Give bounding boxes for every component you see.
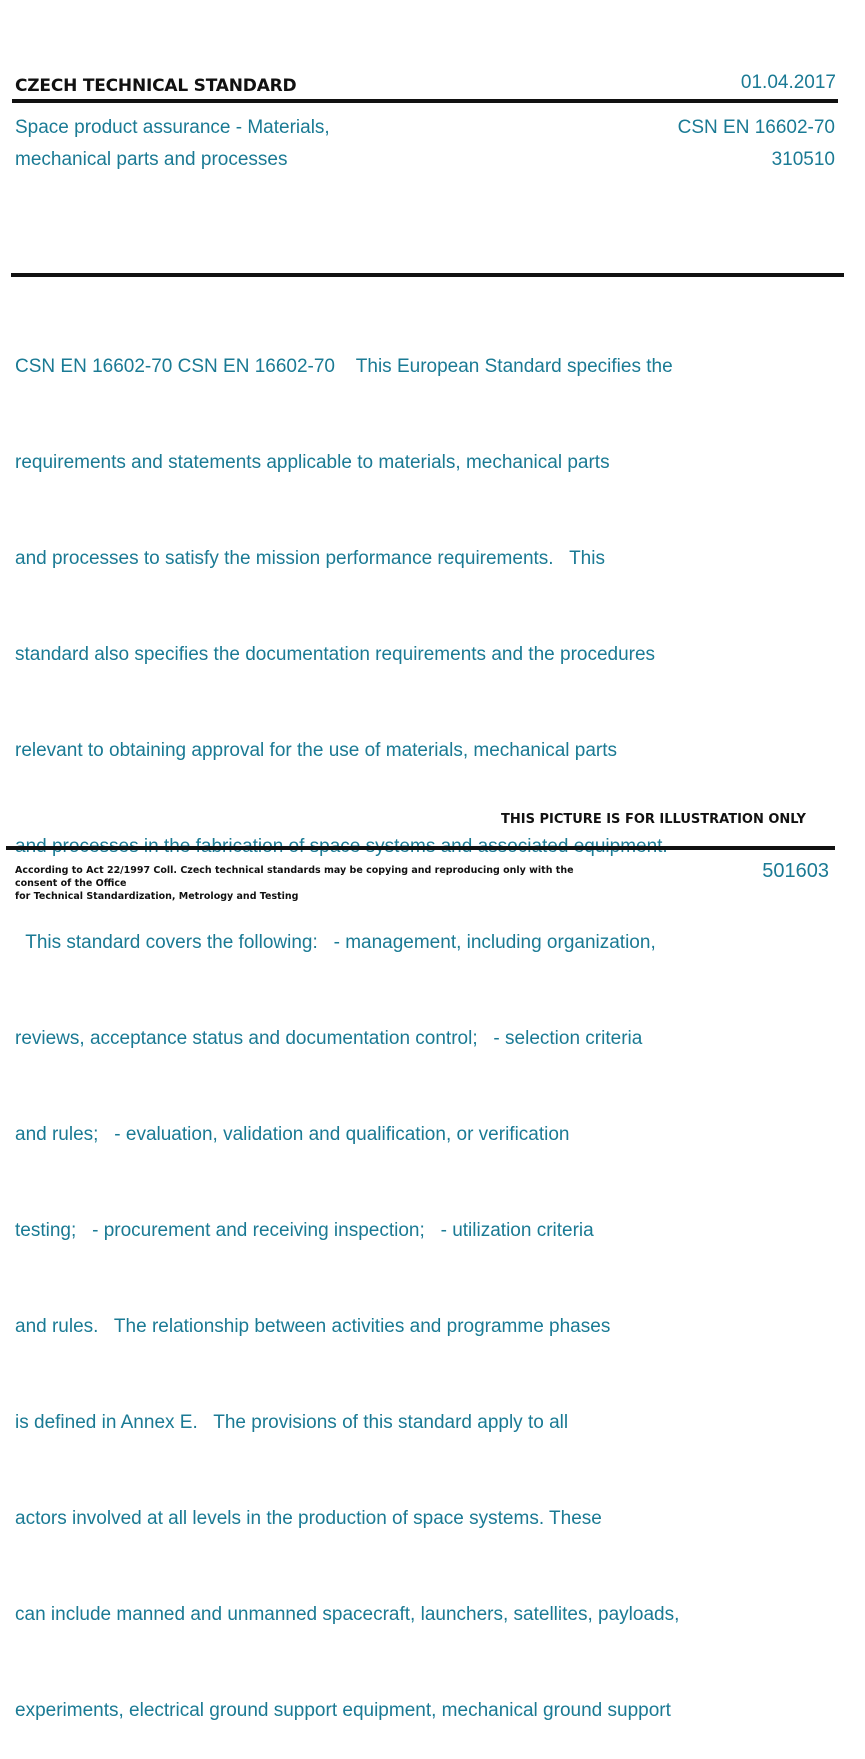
legal-notice — [15, 864, 615, 903]
abstract-line: can include manned and unmanned spacecraft, launchers, satellites, payloads, — [15, 1604, 680, 1625]
abstract-line: This standard covers the following: - management, including organization, — [15, 932, 656, 953]
abstract-line: and rules. The relationship between activities and programme phases — [15, 1316, 611, 1337]
abstract-line: CSN EN 16602-70 CSN EN 16602-70 This European Standard specifies the — [15, 356, 673, 377]
catalog-number: 501603 — [762, 860, 829, 882]
abstract-line: and processes to satisfy the mission performance requirements. This — [15, 548, 605, 569]
standard-title-line-1: Space product assurance - Materials, — [15, 117, 330, 138]
abstract-line: relevant to obtaining approval for the use of materials, mechanical parts — [15, 740, 617, 761]
abstract-text — [15, 287, 795, 1759]
publication-date: 01.04.2017 — [740, 72, 836, 93]
legal-notice-line-2: for Technical Standardization, Metrology and Testing — [15, 891, 299, 902]
abstract-line: and rules; - evaluation, validation and qualification, or verification — [15, 1124, 570, 1145]
abstract-line: standard also specifies the documentation requirements and the procedures — [15, 644, 656, 665]
standard-type-label: CZECH TECHNICAL STANDARD — [15, 76, 297, 96]
section-divider — [11, 273, 844, 277]
footer-divider — [6, 846, 835, 850]
abstract-line: experiments, electrical ground support equipment, mechanical ground support — [15, 1700, 671, 1721]
abstract-line: requirements and statements applicable to materials, mechanical parts — [15, 452, 610, 473]
abstract-line: reviews, acceptance status and documentation control; - selection criteria — [15, 1028, 643, 1049]
illustration-notice: THIS PICTURE IS FOR ILLUSTRATION ONLY — [501, 812, 806, 827]
header-divider — [12, 99, 838, 103]
legal-notice-line-1: According to Act 22/1997 Coll. Czech technical standards may be copying and reproducing only with the consent of the Office — [15, 865, 574, 889]
classification-number: 310510 — [771, 149, 835, 170]
standard-title-line-2: mechanical parts and processes — [15, 149, 288, 170]
abstract-line: testing; - procurement and receiving inspection; - utilization criteria — [15, 1220, 594, 1241]
abstract-line: actors involved at all levels in the production of space systems. These — [15, 1508, 602, 1529]
abstract-line: is defined in Annex E. The provisions of this standard apply to all — [15, 1412, 569, 1433]
standard-number: CSN EN 16602-70 — [677, 117, 835, 138]
